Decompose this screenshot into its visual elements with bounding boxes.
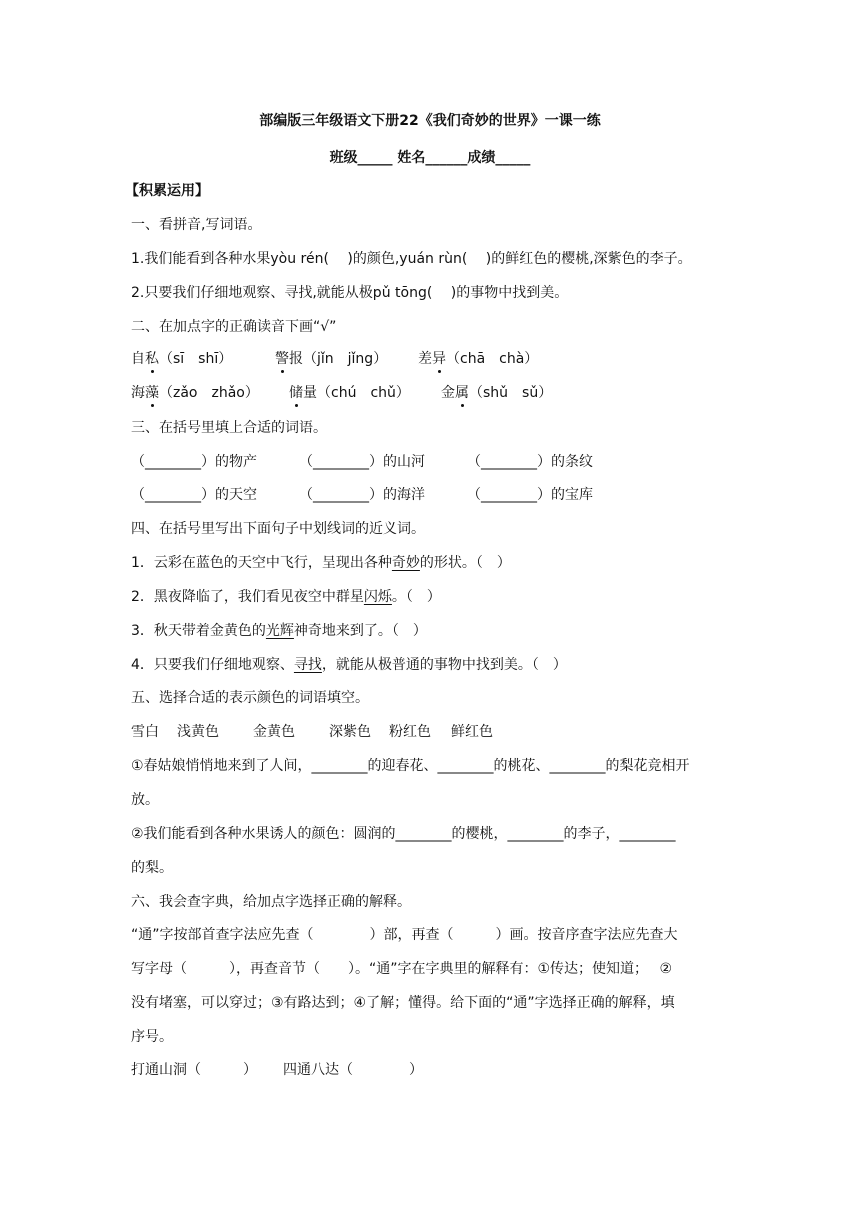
q6-line-2: 写字母（ ），再查音节（ ）。“通”字在字典里的解释有：①传达；使知道； ② — [131, 961, 673, 977]
color-word: 浅黄色 — [177, 724, 219, 740]
color-word: 雪白 — [131, 724, 159, 740]
q5-paragraph-1-line-2: 放。 — [131, 792, 159, 808]
q5-paragraph-2-line-1: ②我们能看到各种水果诱人的颜色：圆润的________的樱桃，________的李子，________ — [131, 826, 676, 842]
q1-heading: 一、看拼音,写词语。 — [131, 217, 262, 233]
q4-sentence-2: 2．黑夜降临了，我们看见夜空中群星闪烁。（ ） — [131, 589, 441, 605]
student-info-line: 班级_____ 姓名______成绩_____ — [329, 150, 531, 166]
underlined-word: 光辉 — [265, 623, 294, 639]
q4-sentence-4: 4．只要我们仔细地观察、寻找，就能从极普通的事物中找到美。（ ） — [131, 657, 567, 673]
q2-item: 储量（chú chǔ） — [289, 385, 410, 401]
q6-heading: 六、我会查字典，给加点字选择正确的解释。 — [131, 894, 411, 910]
q4-sentence-3: 3．秋天带着金黄色的光辉神奇地来到了。（ ） — [131, 623, 427, 639]
page-title: 部编版三年级语文下册22《我们奇妙的世界》一课一练 — [259, 113, 601, 129]
q6-item: 打通山洞（ ） — [131, 1062, 257, 1078]
q1-line-2: 2.只要我们仔细地观察、寻找,就能从极pǔ tōng( )的事物中找到美。 — [131, 285, 569, 301]
q5-paragraph-1-line-1: ①春姑娘悄悄地来到了人间，________的迎春花、________的桃花、________的梨花竞相开 — [131, 758, 690, 774]
q2-heading: 二、在加点字的正确读音下画“√” — [131, 319, 337, 335]
section-label: 【积累运用】 — [125, 183, 209, 199]
q2-item: 警报（jǐn jǐng） — [275, 351, 388, 367]
q2-item: 差异（chā chà） — [418, 351, 539, 367]
q5-heading: 五、选择合适的表示颜色的词语填空。 — [131, 690, 369, 706]
q3-blank-item: （________）的山河 — [299, 454, 425, 470]
underlined-word: 奇妙 — [391, 555, 420, 571]
q3-heading: 三、在括号里填上合适的词语。 — [131, 420, 327, 436]
q6-item: 四通八达（ ） — [283, 1062, 423, 1078]
q3-blank-item: （________）的宝库 — [467, 487, 593, 503]
q6-line-4: 序号。 — [131, 1029, 173, 1045]
color-word: 金黄色 — [253, 724, 295, 740]
q2-item: 金属（shǔ sǔ） — [441, 385, 553, 401]
q3-blank-item: （________）的天空 — [131, 487, 257, 503]
q1-line-1: 1.我们能看到各种水果yòu rén( )的颜色,yuán rùn( )的鲜红色的樱桃,深紫色的李子。 — [131, 251, 692, 267]
underlined-word: 寻找 — [293, 657, 322, 673]
color-word: 鲜红色 — [451, 724, 493, 740]
q2-item: 海藻（zǎo zhǎo） — [131, 385, 259, 401]
q4-sentence-1: 1．云彩在蓝色的天空中飞行，呈现出各种奇妙的形状。（ ） — [131, 555, 511, 571]
q4-heading: 四、在括号里写出下面句子中划线词的近义词。 — [131, 521, 425, 537]
q5-paragraph-2-line-2: 的梨。 — [131, 860, 173, 876]
color-word: 深紫色 — [329, 724, 371, 740]
q3-blank-item: （________）的物产 — [131, 454, 257, 470]
q3-blank-item: （________）的海洋 — [299, 487, 425, 503]
q3-blank-item: （________）的条纹 — [467, 454, 593, 470]
q6-line-1: “通”字按部首查字法应先查（ ）部，再查（ ）画。按音序查字法应先查大 — [131, 927, 678, 943]
color-word: 粉红色 — [389, 724, 431, 740]
q6-line-3: 没有堵塞，可以穿过；③有路达到；④了解；懂得。给下面的“通”字选择正确的解释，填 — [131, 995, 675, 1011]
underlined-word: 闪烁 — [363, 589, 392, 605]
q2-item: 自私（sī shī） — [131, 351, 233, 367]
